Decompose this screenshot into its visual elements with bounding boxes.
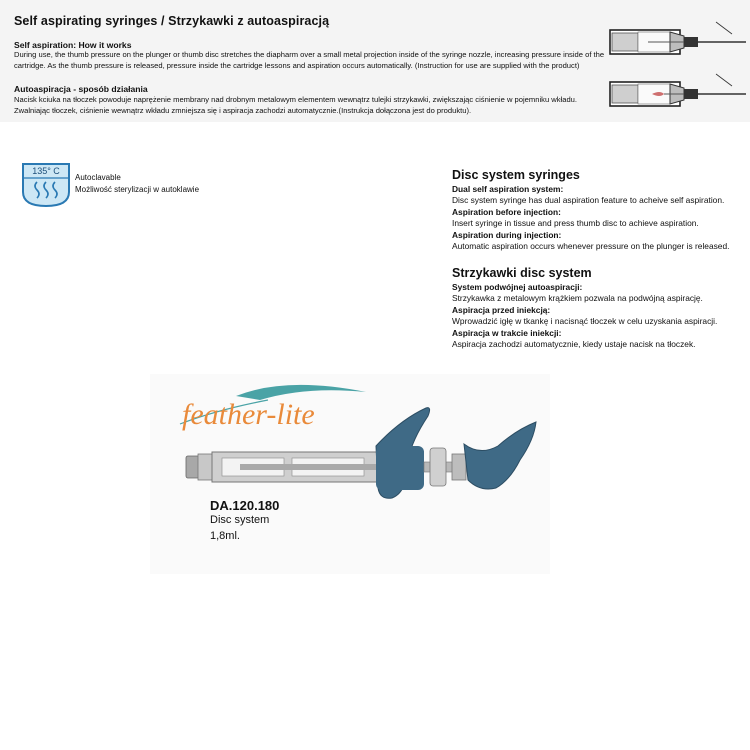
- aspiration-diagram: [608, 20, 748, 116]
- syringe-finger-grip: [376, 408, 430, 499]
- disc-en-text-1: Disc system syringe has dual aspiration feature to acheive self aspiration.: [452, 195, 725, 206]
- product-code: DA.120.180: [210, 498, 280, 513]
- autoclave-label-pl: Możliwość sterylizacji w autoklawie: [75, 185, 200, 194]
- disc-en-label-2: Aspiration before injection:: [452, 206, 561, 217]
- disc-pl-label-1: System podwójnej autoaspiracji:: [452, 282, 583, 292]
- autoaspiracja-text: Nacisk kciuka na tłoczek powoduje naprężenie membrany nad drobnym metalowym elementem wewnątrz tulejki strzykawki, zwiększając ciśnienie w pojemniku wkładu. Zwalniając tłoczek, ciśnienie wewnątrz wkładu zmniejsza się i aspiracja zachodzi automatycznie.(Instrukcja dołączona jest do produktu).: [14, 95, 578, 115]
- disc-system-en: [452, 168, 742, 252]
- autoclave-labels: [75, 172, 199, 196]
- syringe-nozzle: [186, 454, 214, 480]
- disc-pl-text-3: Aspiracja zachodzi automatycznie, kiedy ustaje nacisk na tłoczek.: [452, 339, 696, 350]
- how-it-works-title: Self aspiration: How it works: [14, 40, 132, 50]
- autoclave-icon: [21, 162, 71, 208]
- disc-system-pl: [452, 266, 742, 350]
- brand-name: feather-lite: [182, 398, 315, 431]
- autoclave-temperature: 135° C: [32, 166, 60, 176]
- autoaspiracja-title: Autoaspiracja - sposób działania: [14, 84, 148, 94]
- disc-en-heading: Disc system syringes: [452, 168, 580, 182]
- disc-en-label-3: Aspiration during injection:: [452, 229, 562, 240]
- product-volume: 1,8ml.: [210, 530, 240, 542]
- product-description: Disc system: [210, 514, 270, 526]
- syringe-plunger: [424, 448, 466, 486]
- disc-pl-label-2: Aspiracja przed iniekcją:: [452, 304, 551, 315]
- disc-pl-heading: Strzykawki disc system: [452, 266, 592, 280]
- autoclave-label-en: Autoclavable: [75, 173, 121, 182]
- syringe-barrel: [212, 452, 390, 482]
- thumb-disc: [464, 422, 536, 489]
- disc-pl-text-1: Strzykawka z metalowym krążkiem pozwala na podwójną aspirację.: [452, 293, 703, 304]
- disc-pl-text-2: Wprowadzić igłę w tkankę i nacisnąć tłoczek w celu uzyskania aspiracji.: [452, 316, 718, 327]
- disc-en-text-2: Insert syringe in tissue and press thumb disc to achieve aspiration.: [452, 218, 699, 229]
- how-it-works-text: During use, the thumb pressure on the plunger or thumb disc stretches the diapharm over a small metal projection inside of the syringe nozzle, increasing pressure inside of the cartridge. As the thumb pressure is released, pressure inside the cartridge lessons and aspiration occurs automatically. (Instruction for use are supplied with the product): [14, 50, 605, 70]
- disc-en-text-3: Automatic aspiration occurs whenever pressure on the plunger is released.: [452, 241, 730, 252]
- diagram-before: [610, 22, 746, 54]
- page-title: Self aspirating syringes / Strzykawki z autoaspiracją: [14, 14, 330, 28]
- disc-en-label-1: Dual self aspiration system:: [452, 184, 564, 194]
- disc-pl-label-3: Aspiracja w trakcie iniekcji:: [452, 327, 562, 338]
- diagram-after: [610, 74, 746, 106]
